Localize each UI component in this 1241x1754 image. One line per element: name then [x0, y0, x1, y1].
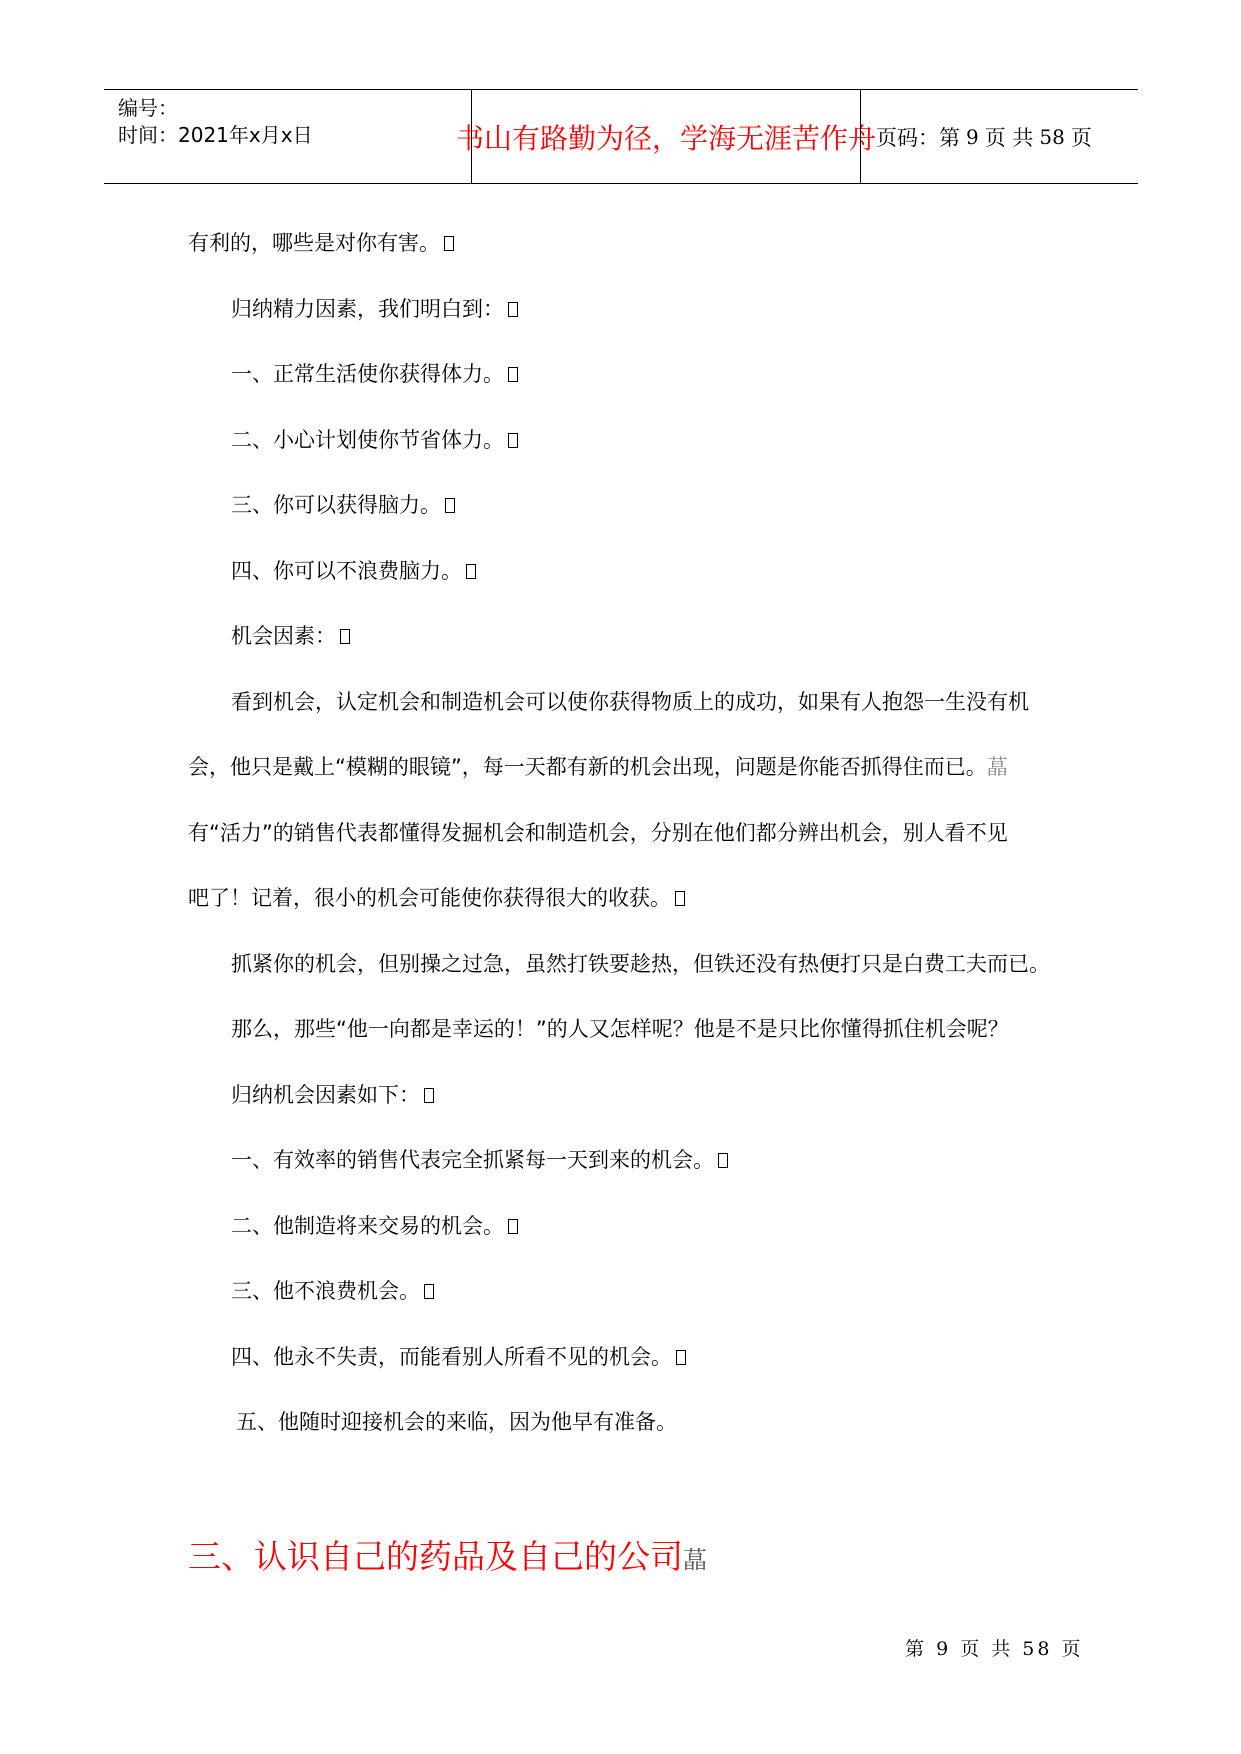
page-mid: 页 共 [984, 125, 1034, 150]
list-item: 二、他制造将来交易的机会。 [231, 1211, 518, 1241]
time-label: 时间：2021年x月x日 [118, 123, 313, 147]
paragraph-mark-icon [508, 1219, 518, 1234]
paragraph-mark-icon [718, 1153, 728, 1168]
list-item: 四、他永不失责，而能看别人所看不见的机会。 [231, 1342, 686, 1372]
page-suffix: 页 [1070, 125, 1092, 150]
paragraph-mark-icon [444, 236, 454, 251]
footer-page-number: 9 [936, 1638, 952, 1660]
list-item: 三、他不浪费机会。 [231, 1276, 434, 1306]
stray-glyph: 蕌 [986, 755, 1008, 779]
paragraph-line: 看到机会，认定机会和制造机会可以使你获得物质上的成功，如果有人抱怨一生没有机 [231, 690, 1029, 714]
page-footer [905, 1634, 1084, 1661]
list-item: 一、正常生活使你获得体力。 [231, 359, 518, 389]
paragraph-line: 会，他只是戴上“模糊的眼镜”，每一天都有新的机会出现，问题是你能否抓得住而已。蕌 [188, 755, 1008, 779]
paragraph: 机会因素： [231, 621, 350, 651]
paragraph: 抓紧你的机会，但别操之过急，虽然打铁要趁热，但铁还没有热便打只是白费工夫而已。 [231, 952, 1050, 976]
paragraph-mark-icon [508, 367, 518, 382]
list-item: 一、有效率的销售代表完全抓紧每一天到来的机会。 [231, 1145, 728, 1175]
paragraph-mark-icon [508, 302, 518, 317]
paragraph: 有利的，哪些是对你有害。 [188, 228, 454, 258]
paragraph-mark-icon [508, 433, 518, 448]
footer-page-total: 58 [1022, 1638, 1053, 1660]
paragraph-mark-icon [466, 564, 476, 579]
paragraph: 归纳机会因素如下： [231, 1080, 434, 1110]
paragraph: 归纳精力因素，我们明白到： [231, 294, 518, 324]
paragraph-mark-icon [340, 629, 350, 644]
paragraph-line: 有“活力”的销售代表都懂得发掘机会和制造机会，分别在他们都分辨出机会，别人看不见 [188, 821, 1008, 845]
footer-prefix: 第 [905, 1638, 928, 1660]
page-prefix: 页码：第 [876, 125, 960, 150]
serial-label: 编号： [118, 96, 178, 120]
paragraph: 那么，那些“他一向都是幸运的！”的人又怎样呢？他是不是只比你懂得抓住机会呢？ [231, 1017, 1009, 1041]
footer-mid: 页 共 [960, 1638, 1014, 1660]
paragraph-mark-icon [445, 498, 455, 513]
list-item: 四、你可以不浪费脑力。 [231, 556, 476, 586]
footer-suffix: 页 [1061, 1638, 1084, 1660]
paragraph-mark-icon [424, 1088, 434, 1103]
stray-glyph: 蕌 [683, 1546, 707, 1574]
section-heading: 三、认识自己的药品及自己的公司蕌 [188, 1537, 707, 1576]
paragraph-line: 吧了！记着，很小的机会可能使你获得很大的收获。 [188, 883, 685, 913]
page-number: 9 [966, 124, 979, 149]
paragraph-mark-icon [675, 891, 685, 906]
list-item: 三、你可以获得脑力。 [231, 490, 455, 520]
list-item: 五、他随时迎接机会的来临，因为他早有准备。 [236, 1410, 677, 1434]
page-total: 58 [1039, 124, 1065, 149]
header-motto: 书山有路勤为径，学海无涯苦作舟 [456, 121, 877, 155]
list-item: 二、小心计划使你节省体力。 [231, 425, 518, 455]
paragraph-mark-icon [424, 1284, 434, 1299]
paragraph-mark-icon [676, 1350, 686, 1365]
